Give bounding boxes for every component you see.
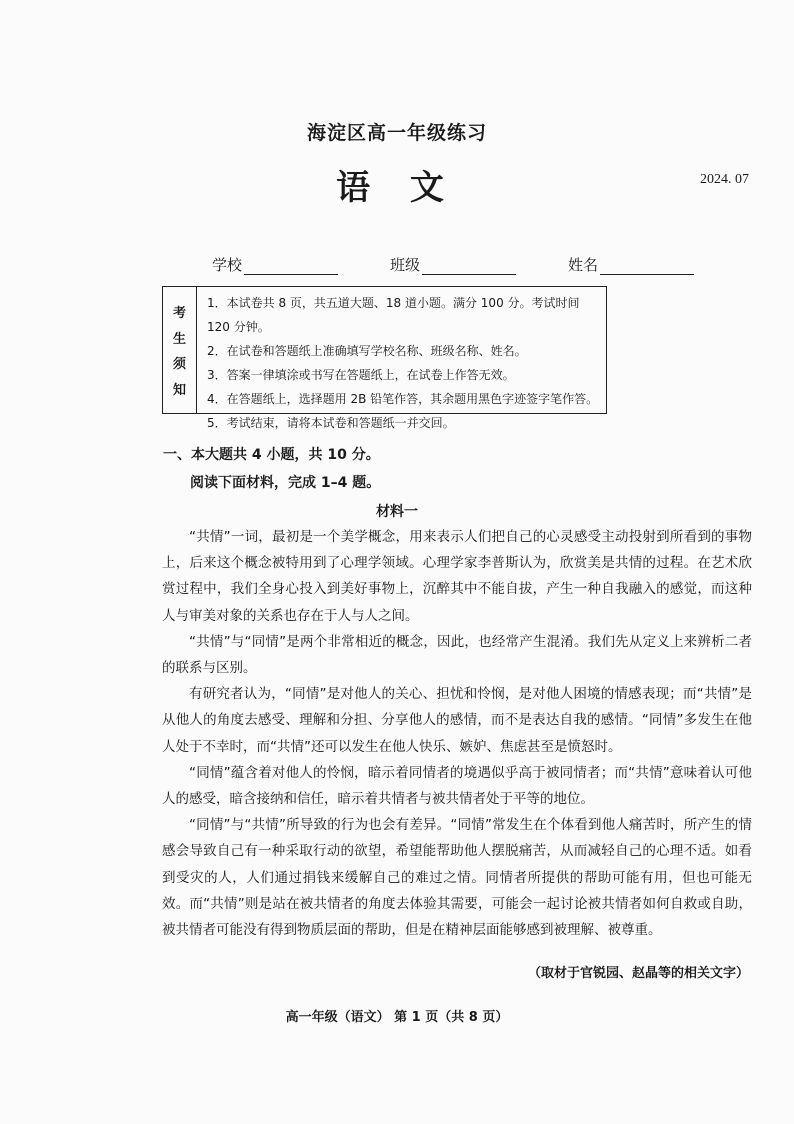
notice-item: 1．本试卷共 8 页，共五道大题、18 道小题。满分 100 分。考试时间 120 分钟。 (207, 296, 580, 334)
material-title: 材料一 (376, 504, 418, 520)
notice-item: 3．答案一律填涂或书写在答题纸上，在试卷上作答无效。 (207, 368, 515, 382)
section-title: 一、本大题共 4 小题，共 10 分。 (163, 447, 380, 463)
school-field[interactable] (212, 254, 338, 275)
exam-notice-box (162, 286, 607, 430)
material-body (162, 524, 752, 943)
exam-name: 海淀区高一年级练习 (306, 122, 487, 144)
notice-list (197, 287, 606, 430)
paragraph: “同情”与“共情”所导致的行为也会有差异。“同情”常发生在个体看到他人痛苦时，所产生的情感会导致自己有一种采取行动的欲望，希望能帮助他人摆脱痛苦，从而减轻自己的心理不适。如看到受灾的人，人们通过捐钱来缓解自己的难过之情。同情者所提供的帮助可能有用，但也可能无效。而“共情”则是站在被共情者的角度去体验其需要，可能会一起讨论被共情者如何自救或自助，被共情者可能没有得到物质层面的帮助，但是在精神层面能够感到被理解、被尊重。 (162, 817, 752, 939)
school-blank[interactable] (244, 258, 338, 275)
notice-label-char: 考 (172, 306, 186, 322)
section-instruction: 阅读下面材料，完成 1–4 题。 (190, 475, 381, 491)
school-label: 学校 (212, 256, 243, 274)
notice-label (163, 287, 197, 413)
class-blank[interactable] (422, 258, 516, 275)
notice-item: 2．在试卷和答题纸上准确填写学校名称、班级名称、姓名。 (207, 344, 527, 358)
paragraph: “同情”蕴含着对他人的怜悯，暗示着同情者的境遇似乎高于被同情者；而“共情”意味着认可他人的感受，暗含接纳和信任，暗示着共情者与被共情者处于平等的地位。 (162, 764, 752, 808)
page-footer: 高一年级（语文） 第 1 页（共 8 页） (285, 1010, 509, 1025)
notice-item: 4．在答题纸上，选择题用 2B 铅笔作答，其余题用黑色字迹签字笔作答。 (207, 392, 599, 406)
paragraph: “共情”与“同情”是两个非常相近的概念，因此，也经常产生混淆。我们先从定义上来辨析二者的联系与区别。 (162, 633, 752, 677)
notice-label-char: 知 (172, 382, 186, 398)
notice-item: 5．考试结束，请将本试卷和答题纸一并交回。 (207, 416, 455, 430)
class-field[interactable] (390, 254, 516, 275)
paragraph: “共情”一词，最初是一个美学概念，用来表示人们把自己的心灵感受主动投射到所看到的事物上，后来这个概念被特用到了心理学领域。心理学家李普斯认为，欣赏美是共情的过程。在艺术欣赏过程中，我们全身心投入到美好事物上，沉醉其中不能自拔，产生一种自我融入的感觉，而这种人与审美对象的关系也存在于人与人之间。 (162, 529, 752, 624)
name-blank[interactable] (600, 258, 694, 275)
exam-date: 2024. 07 (700, 172, 749, 187)
notice-label-char: 须 (172, 357, 186, 373)
paragraph: 有研究者认为，“同情”是对他人的关心、担忧和怜悯，是对他人困境的情感表现；而“共情”是从他人的角度去感受、理解和分担、分享他人的感情，而不是表达自我的感情。“同情”多发生在他人处于不幸时，而“共情”还可以发生在他人快乐、嫉妒、焦虑甚至是愤怒时。 (162, 686, 752, 755)
class-label: 班级 (390, 256, 421, 274)
name-label: 姓名 (568, 256, 599, 274)
source-citation: （取材于官锐园、赵晶等的相关文字） (527, 966, 749, 981)
subject-title: 语 文 (336, 168, 458, 208)
name-field[interactable] (568, 254, 694, 275)
notice-label-char: 生 (172, 331, 186, 347)
